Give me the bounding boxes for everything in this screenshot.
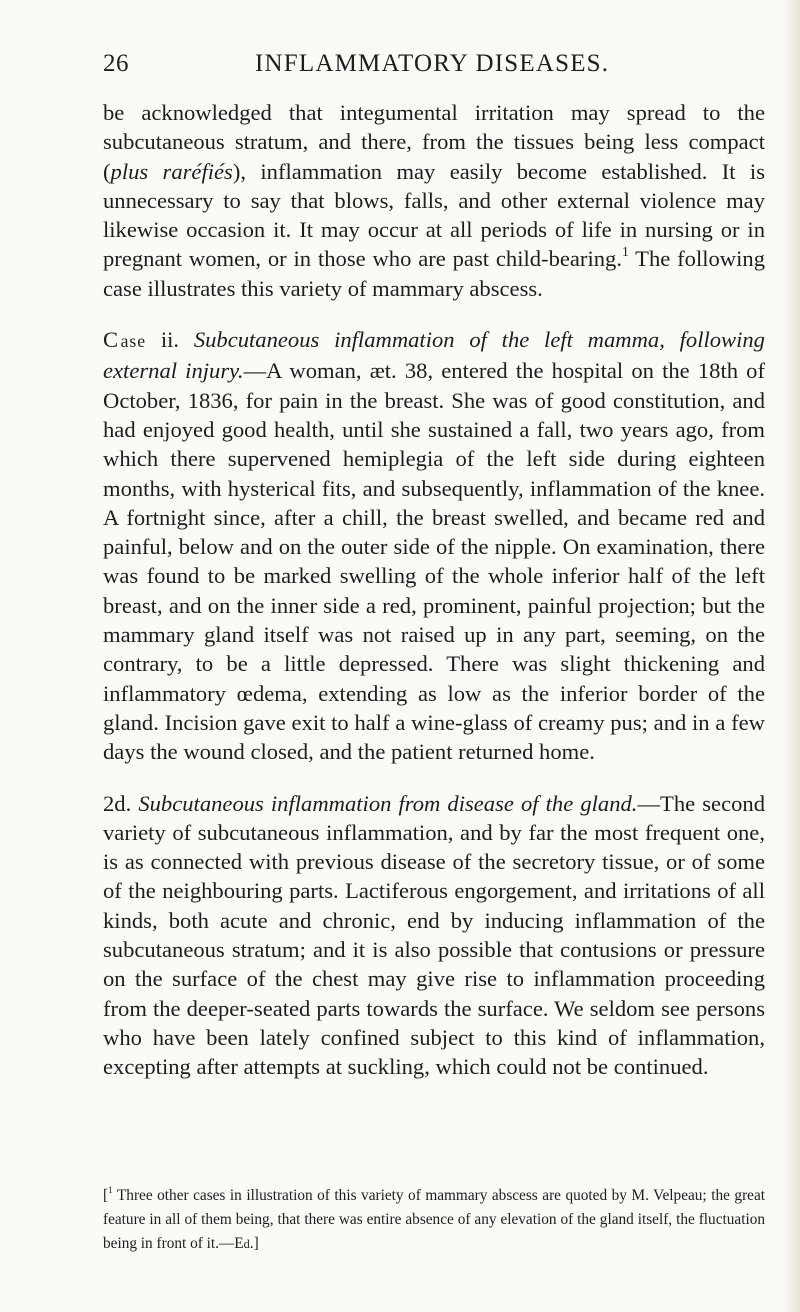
editor-initial: E bbox=[234, 1235, 244, 1252]
section-text: —The second variety of subcutaneous inflammation, and by far the most frequent one, is as connected with previous disease of the secretory tissue, or of some of the neighbouring parts. Lactiferous engorgement, and irritations of all kinds, both acute and chronic, end by inducing inflammation of the subcutaneous stratum; and it is also possible that contusions or pressure on the surface of the chest may give rise to inflammation proceeding from the deeper-seated parts towards the surface. We seldom see persons who have been lately confined subject to this kind of inflammation, excepting after attempts at suckling, which could not be continued. bbox=[103, 790, 765, 1080]
intro-italic: plus raréfiés bbox=[110, 158, 233, 184]
editor-rest: d bbox=[243, 1237, 250, 1251]
footnote bbox=[103, 1184, 765, 1256]
case-text: —A woman, æt. 38, entered the hospital on the 18th of October, 1836, for pain in the breast. She was of good constitution, and had enjoyed good health, until she sustained a fall, two years ago, from which there supervened hemiplegia of the left side during eighteen months, with hysterical fits, and subsequently, inflammation of the knee. A fortnight since, after a chill, the breast swelled, and became red and painful, below and on the outer side of the nipple. On examination, there was found to be marked swelling of the whole inferior half of the left breast, and on the inner side a red, prominent, painful projection; but the mammary gland itself was not raised up in any part, seeming, on the contrary, to be a little depressed. There was slight thickening and inflammatory œdema, extending as low as the inferior border of the gland. Incision gave exit to half a wine-glass of creamy pus; and in a few days the wound closed, and the patient returned home. bbox=[103, 358, 766, 765]
running-head: INFLAMMATORY DISEASES. bbox=[255, 50, 610, 77]
footnote-close: .] bbox=[249, 1235, 259, 1252]
footnote-paragraph bbox=[103, 1184, 765, 1256]
case-label-initial: C bbox=[103, 327, 121, 353]
page-number: 26 bbox=[103, 50, 129, 77]
section-number: 2d. bbox=[103, 790, 132, 816]
paragraph-section-2d bbox=[103, 789, 765, 1082]
case-numeral: ii. bbox=[160, 327, 180, 353]
paragraph-intro bbox=[103, 98, 765, 303]
paragraph-case-ii bbox=[103, 325, 765, 766]
case-label bbox=[103, 327, 146, 352]
case-label-rest: ase bbox=[120, 331, 147, 352]
case-title: Subcutaneous inflammation of the left mamma, following external injury. bbox=[103, 327, 765, 384]
page-edge-shading bbox=[782, 0, 800, 1312]
footnote-ref: 1 bbox=[621, 244, 629, 260]
page-header bbox=[103, 50, 765, 90]
intro-text-2: ), inflammation may easily become established. It is unnecessary to say that blows, falls, and other external violence may likewise occasion it. It may occur at all periods of life in nursing or in pregnant women, or in those who are past child-bearing. bbox=[103, 158, 765, 272]
section-title: Subcutaneous inflammation from disease of the gland. bbox=[138, 790, 638, 816]
intro-text-3: The following case illustrates this variety of mammary abscess. bbox=[103, 246, 765, 301]
footnote-mark: 1 bbox=[108, 1185, 113, 1196]
intro-text-1: be acknowledged that integumental irritation may spread to the subcutaneous stratum, and there, from the tissues being less compact ( bbox=[103, 100, 765, 184]
footnote-text: Three other cases in illustration of this variety of mammary abscess are quoted by M. Velpeau; the great feature in all of them being, that there was entire absence of any elevation of the gland itself, the fluctuation being in front of it.— bbox=[103, 1187, 765, 1252]
footnote-open-bracket: [ bbox=[103, 1187, 109, 1204]
body-text bbox=[103, 98, 765, 1082]
